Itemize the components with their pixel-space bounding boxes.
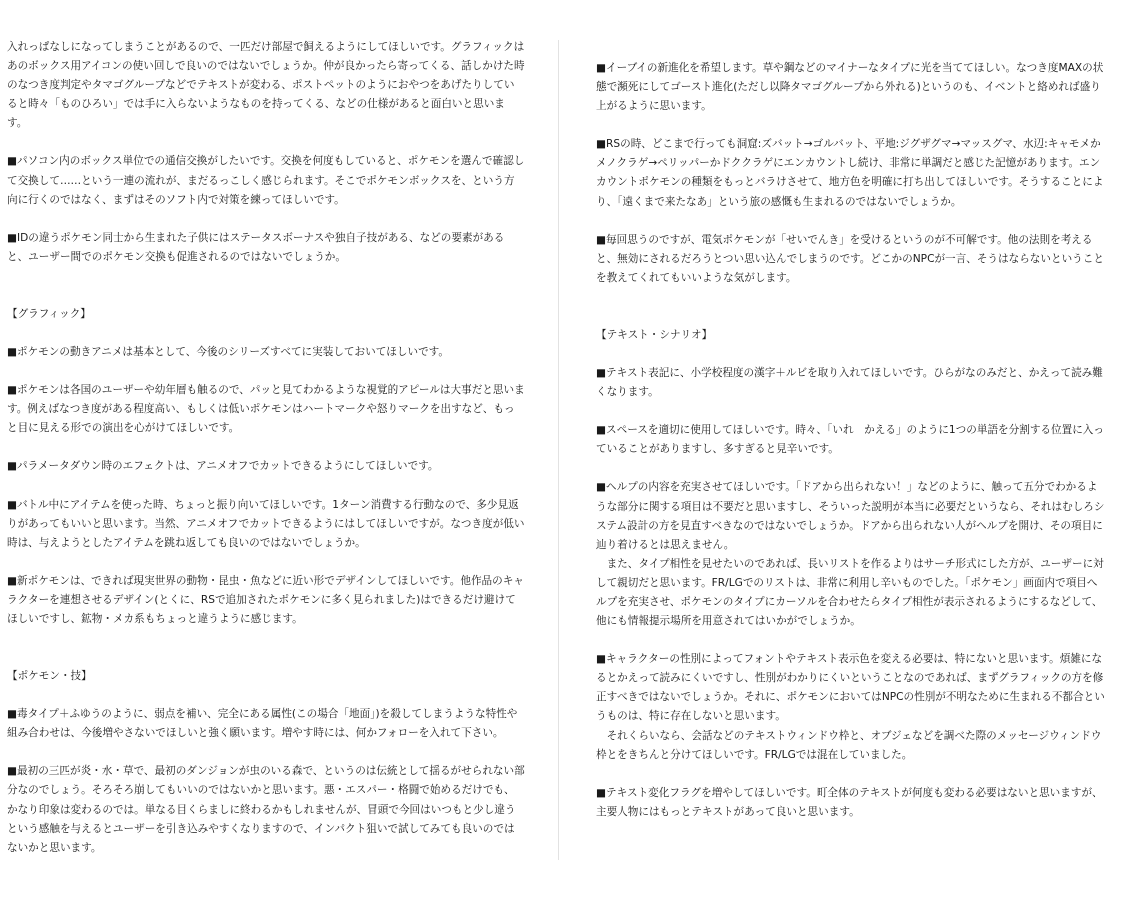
paragraph: ■キャラクターの性別によってフォントやテキスト表示色を変える必要は、特にないと思います。煩雑になるとかえって読みにくいですし、性別がわかりにくいということなのであれば、まずグラフィックの方を修正すべきではないでしょうか。それに、ポケモンにおいてはNPCの性別が不明なために生まれる不都合というものは、特に存在しないと思います。 <box>596 653 1105 723</box>
right-column <box>596 59 1108 822</box>
paragraph: それくらいなら、会話などのテキストウィンドウ枠と、オブジェなどを調べた際のメッセージウィンドウ枠とをきちんと分けてほしいです。FR/LGでは混在していました。 <box>596 729 1102 761</box>
paragraph: ■毎回思うのですが、電気ポケモンが「せいでんき」を受けるというのが不可解です。他の法則を考えると、無効にされるだろうとつい思い込んでしまうのです。どこかのNPCが一言、そうはならないということを教えてくれてもいいような気がします。 <box>596 233 1104 284</box>
left-column <box>7 38 525 858</box>
paragraph: ■RSの時、どこまで行っても洞窟:ズバット→ゴルバット、平地:ジグザグマ→マッスグマ、水辺:キャモメかメノクラゲ→ペリッパーかドククラゲにエンカウントし続け、非常に単調だと感じた記憶があります。エンカウントポケモンの種類をもっとバラけさせて、地方色を明確に打ち出してほしいです。そうすることにより、「遠くまで来たなあ」という旅の感慨も生まれるのではないでしょうか。 <box>596 138 1104 208</box>
paragraph: ■IDの違うポケモン同士から生まれた子供にはステータスボーナスや独自子技がある、などの要素があると、ユーザー間でのポケモン交換も促進されるのではないでしょうか。 <box>7 231 505 263</box>
paragraph: ■ヘルプの内容を充実させてほしいです。「ドアから出られない！」などのように、触って五分でわかるような部分に関する項目は不要だと思いますし、そういった説明が本当に必要だというなら、それはむしろシステム設計の方を見直すべきなのではないでしょうか。ドアから出られない人がヘルプを開け、その項目に辿り着けるとは思えません。 <box>596 481 1105 551</box>
paragraph: ■新ポケモンは、できれば現実世界の動物・昆虫・魚などに近い形でデザインしてほしいです。他作品のキャラクターを連想させるデザイン(とくに、RSで追加されたポケモンに多く見られました)はできるだけ避けてほしいですし、鉱物・メカ系もちょっと違うように感じます。 <box>7 574 524 625</box>
section-heading-pokemon: 【ポケモン・技】 <box>7 670 92 683</box>
section-heading-graphic: 【グラフィック】 <box>7 307 91 320</box>
paragraph: 入れっぱなしになってしまうことがあるので、一匹だけ部屋で飼えるようにしてほしいです。グラフィックはあのボックス用アイコンの使い回しで良いのではないでしょうか。仲が良かったら寄ってくる、話しかけた時のなつき度判定やタマゴグループなどでテキストが変わる、ポストペットのようにおやつをあげたりしていると時々「ものひろい」では手に入らないようなものを持ってくる、などの仕様があると面白いと思います。 <box>7 41 525 130</box>
paragraph: ■テキスト表記に、小学校程度の漢字＋ルビを取り入れてほしいです。ひらがなのみだと、かえって読み難くなります。 <box>596 367 1103 399</box>
paragraph: ■バトル中にアイテムを使った時、ちょっと振り向いてほしいです。1ターン消費する行動なので、多少見返りがあってもいいと思います。当然、アニメオフでカットできるようにはしてほしいですが。なつき度が低い時は、与えようとしたアイテムを跳ね返しても良いのではないでしょうか。 <box>7 498 525 549</box>
paragraph: ■ポケモンは各国のユーザーや幼年層も触るので、パッと見てわかるような視覚的アピールは大事だと思います。例えばなつき度がある程度高い、もしくは低いポケモンはハートマークや怒りマークを出すなど、もっと目に見える形での演出を心がけてほしいです。 <box>7 384 525 435</box>
paragraph: ■ポケモンの動きアニメは基本として、今後のシリーズすべてに実装しておいてほしいです。 <box>7 346 450 359</box>
paragraph: ■パソコン内のボックス単位での通信交換がしたいです。交換を何度もしていると、ポケモンを選んで確認して交換して……という一連の流れが、まだるっこしく感じられます。そこでポケモンボックスを、という方向に行くのではなく、まずはそのソフト内で対策を練ってほしいです。 <box>7 155 525 206</box>
column-divider <box>558 40 559 860</box>
paragraph: ■パラメータダウン時のエフェクトは、アニメオフでカットできるようにしてほしいです。 <box>7 460 439 473</box>
paragraph: また、タイプ相性を見せたいのであれば、長いリストを作るよりはサーチ形式にした方が、ユーザーに対して親切だと思います。FR/LGでのリストは、非常に利用し辛いものでした。「ポケモン」画面内で項目へルプを充実させ、ポケモンのタイプにカーソルを合わせたらタイプ相性が表示されるようにするなどして、他にも情報提示場所を用意されてはいかがでしょうか。 <box>596 557 1104 628</box>
paragraph: ■テキスト変化フラグを増やしてほしいです。町全体のテキストが何度も変わる必要はないと思いますが、主要人物にはもっとテキストがあって良いと思います。 <box>596 786 1103 818</box>
paragraph: ■毒タイプ＋ふゆうのように、弱点を補い、完全にある属性(この場合「地面」)を殺してしまうような特性や組み合わせは、今後増やさないでほしいと強く願います。増やす時には、何かフォローを入れて下さい。 <box>7 708 518 740</box>
paragraph: ■イーブイの新進化を希望します。草や鋼などのマイナーなタイプに光を当ててほしい。なつき度MAXの状態で瀕死にしてゴースト進化(ただし以降タマゴグループから外れる)というのも、イベントと絡めれば盛り上がるように思います。 <box>596 62 1104 113</box>
section-heading-text: 【テキスト・シナリオ】 <box>596 328 713 341</box>
paragraph: ■最初の三匹が炎・水・草で、最初のダンジョンが虫のいる森で、というのは伝統として揺るがせられない部分なのでしょう。そろそろ崩してもいいのではないかと思います。悪・エスパー・格闘で始めるだけでも、かなり印象は変わるのでは。単なる目くらましに終わるかもしれませんが、冒頭で今回はいつもと少し違うという感触を与えるとユーザーを引き込みやすくなりますので、インパクト狙いで試してみても良いのではないかと思います。 <box>7 765 525 854</box>
paragraph: ■スペースを適切に使用してほしいです。時々、「いれ かえる」のように1つの単語を分割する位置に入っていることがありますし、多すぎると見辛いです。 <box>596 424 1104 456</box>
